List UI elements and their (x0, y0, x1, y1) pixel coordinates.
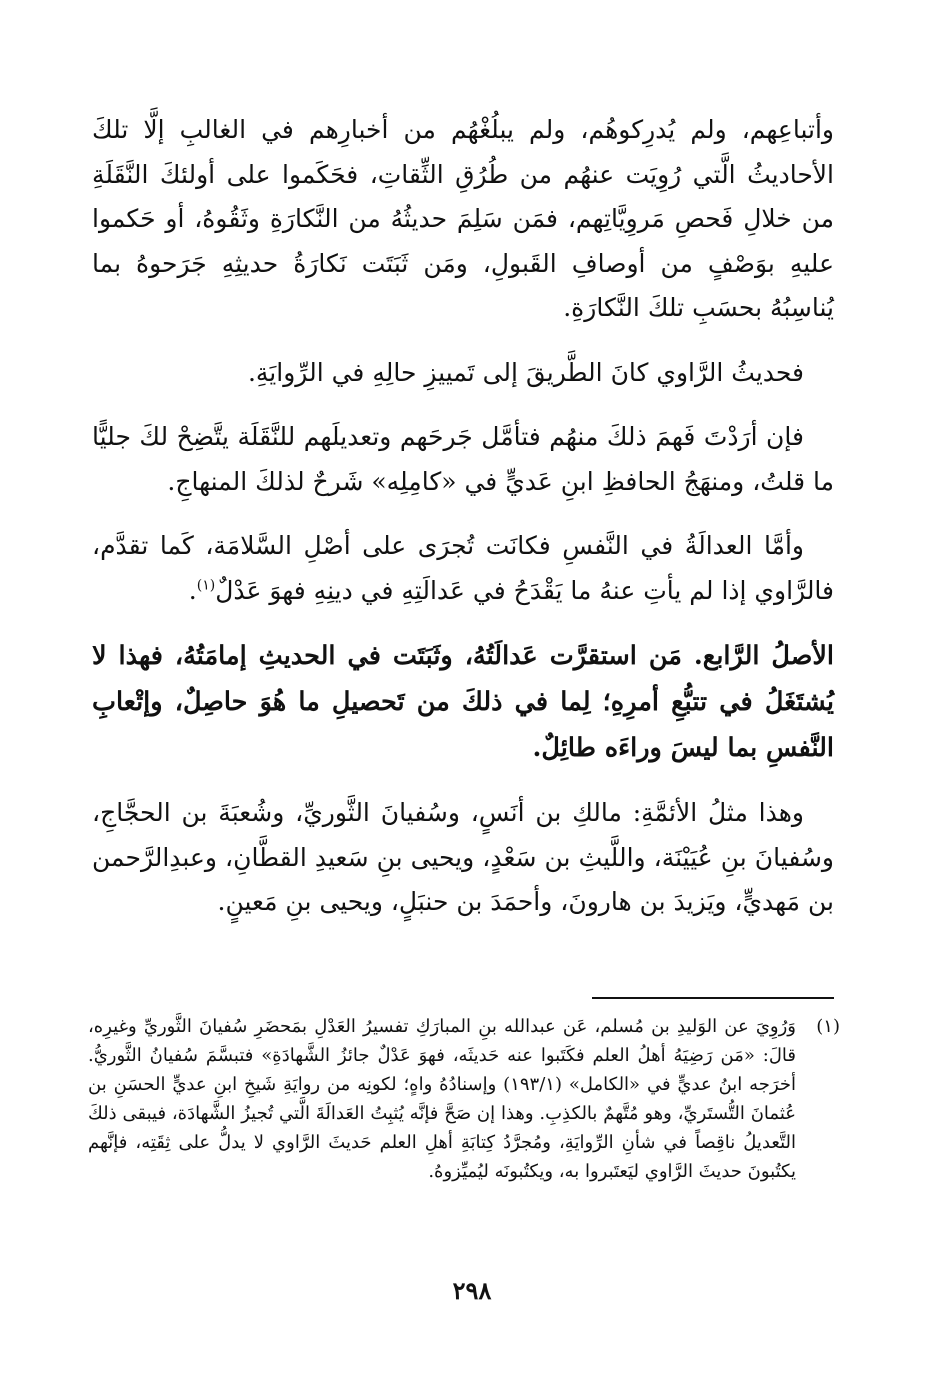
footnote-divider (592, 997, 834, 999)
main-text (92, 108, 834, 945)
principle-four-paragraph: الأصلُ الرَّابع. مَن استقرَّت عَدالَتُهُ، وثَبَتَت في الحديثِ إمامَتُهُ، فهذا لا يُشتَغَلُ في تتبُّعِ أمرِهِ؛ لِما في ذلكَ من تَحصيلِ ما هُوَ حاصِلٌ، وإتْعابِ النَّفسِ بما ليسَ وراءَه طائِلٌ. (92, 641, 834, 763)
footnotes-section (88, 1012, 840, 1186)
paragraph-6: وهذا مثلُ الأئمَّةِ: مالكِ بن أنَسٍ، وسُفيانَ الثَّوريِّ، وشُعبَةَ بن الحجَّاجِ، وسُفيانَ بنِ عُيَيْنَة، واللَّيثِ بن سَعْدٍ، ويحيى بنِ سَعيدِ القطَّانِ، وعبدِالرَّحمن بن مَهديٍّ، ويَزيدَ بن هارونَ، وأحمَدَ بن حنبَلٍ، ويحيى بنِ مَعينٍ. (92, 798, 834, 916)
paragraph-4-end: . (188, 575, 197, 605)
footnote-marker: (١) (816, 1016, 840, 1037)
paragraph-4 (92, 524, 834, 613)
paragraph-3: فإن أرَدْتَ فَهمَ ذلكَ منهُم فتأمَّل جَرحَهم وتعديلَهم للنَّقَلَة يتَّضِحْ لكَ جليًّا ما قلتُ، ومنهَجُ الحافظِ ابنِ عَديٍّ في «كامِلِه» شَرحٌ لذلكَ المنهاجِ. (92, 422, 834, 496)
footnote-1-text: وَرُوِيَ عن الوَليدِ بن مُسلم، عَن عبدالله بنِ المبارَكِ تفسيرُ العَدْلِ بمَحضَرِ سُفيانَ الثَّوريِّ وغيرِه، قالَ: «مَن رَضِيَهُ أهلُ العلم فكَتَبوا عنه حَديثَه، فهوَ عَدْلٌ جائزُ الشَّهادَةِ» فتبسَّمَ سُفيانُ الثَّوريُّ. أخرَجه ابنُ عديٍّ في «الكامل» (١٩٣/١) وإسنادُهُ واهٍ؛ لكونِه من روايَةِ شَيخِ ابنِ عديٍّ الحسَنِ بن عُثمانَ التُّستَريِّ، وهو مُتَّهمٌ بالكذِبِ. وهذا إن صَحَّ فإنَّه يُثبِتُ العَدالَةَ الَّتي تُجيزُ الشَّهادَة، فيبقى ذلكَ التَّعديلُ ناقِصاً في شأنِ الرِّوايَةِ، ومُجرَّدُ كِتابَةِ أهلِ العلم حَديثَ الرَّاوي لا يدلُّ على ثِقَتِه، فإنَّهم يكتُبونَ حديثَ الرَّاوي ليَعتَبروا به، ويكتُبونَه ليُميِّزوهُ. (88, 1016, 796, 1182)
page-number: ٢٩٨ (452, 1276, 492, 1305)
footnote-reference[interactable]: (١) (196, 577, 216, 594)
paragraph-2: فحديثُ الرَّاوي كانَ الطَّريقَ إلى تَمييزِ حالِهِ في الرِّوايَةِ. (247, 357, 804, 387)
footnote-1 (88, 1012, 840, 1186)
paragraph-1: وأتباعِهم، ولم يُدرِكوهُم، ولم يبلُغْهُم من أخبارِهم في الغالبِ إلَّا تلكَ الأحاديثُ الَّتي رُوِيَت عنهُم من طُرُقِ الثِّقاتِ، فحَكَموا على أولئكَ النَّقَلَةِ من خلالِ فَحصِ مَروِيَّاتِهم، فمَن سَلِمَ حديثُهُ من النَّكارَةِ وثَقُوهُ، أو حَكموا عليهِ بوَصْفٍ من أوصافِ القَبولِ، ومَن ثَبَتَت نَكارَةُ حديثِهِ جَرَحوهُ بما يُناسِبُهُ بحسَبِ تلكَ النَّكارَةِ. (92, 115, 834, 322)
paragraph-4-text: وأمَّا العدالَةُ في النَّفسِ فكانَت تُجرَى على أصْلِ السَّلامَة، كَما تقدَّم، فالرَّاوي إذا لم يأتِ عنهُ ما يَقْدَحُ في عَدالَتِهِ في دينِهِ فهوَ عَدْلٌ (92, 531, 834, 605)
